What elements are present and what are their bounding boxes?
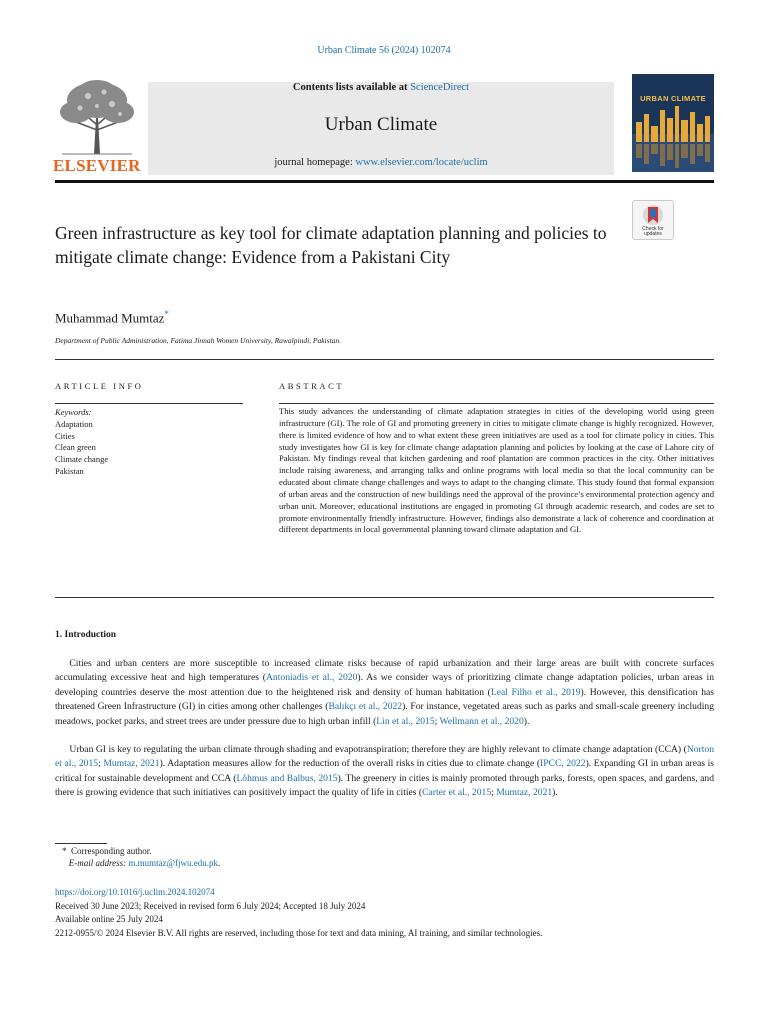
citation-link[interactable]: Lin et al., 2015	[376, 715, 435, 727]
article-title: Green infrastructure as key tool for climate adaptation planning and policies to mitigate climate change: Evidence from a Pakistani City	[55, 223, 607, 267]
citation-link[interactable]: Antoniadis et al., 2020	[266, 672, 358, 684]
intro-paragraph-2	[55, 743, 714, 801]
sciencedirect-link[interactable]: ScienceDirect	[410, 82, 470, 93]
received-dates: Received 30 June 2023; Received in revised form 6 July 2024; Accepted 18 July 2024	[55, 901, 366, 911]
journal-cover-image[interactable]	[632, 74, 714, 172]
abstract-heading: ABSTRACT	[279, 381, 345, 391]
text-run: ). For instance, vegetated areas such as parks and small-scale greenery including meadows, pocket parks, and street trees are under pressure due to high urban infill (	[55, 701, 714, 727]
bookmark-icon	[633, 201, 673, 229]
tree-icon	[52, 78, 142, 156]
text-run: ).	[552, 787, 558, 799]
text-run: ;	[434, 715, 440, 727]
keywords-heading: Keywords:	[55, 407, 92, 417]
author-line	[55, 309, 169, 326]
footnote-corresponding	[62, 846, 152, 856]
corresponding-author-mark[interactable]: *	[164, 309, 169, 319]
affiliation: Department of Public Administration, Fatima Jinnah Women University, Rawalpindi, Pakistan.	[55, 336, 342, 345]
text-run: ).	[523, 715, 530, 727]
citation-link[interactable]: IPCC, 2022	[540, 758, 586, 770]
citation-link[interactable]: Mumtaz, 2021	[496, 787, 553, 799]
header-divider	[55, 180, 714, 183]
keyword: Adaptation	[55, 418, 93, 429]
citation-link[interactable]: Mumtaz, 2021	[103, 758, 160, 770]
text-run: ;	[491, 787, 497, 799]
check-for-updates-badge[interactable]	[632, 200, 674, 240]
email-link[interactable]: m.mumtaz@fjwu.edu.pk	[128, 858, 218, 868]
text-run: ). Expanding GI in urban areas is critical for sustainable development and CCA (	[55, 758, 714, 784]
available-online: Available online 25 July 2024	[55, 914, 163, 924]
footnote-marker: *	[62, 846, 67, 856]
divider	[279, 403, 714, 404]
cover-title: URBAN CLIMATE	[640, 94, 706, 103]
divider	[55, 403, 243, 404]
section-heading-introduction: 1. Introduction	[55, 630, 117, 640]
email-label: E-mail address:	[68, 858, 127, 868]
citation-link[interactable]: Carter et al., 2015	[422, 787, 492, 799]
contents-prefix: Contents lists available at	[292, 82, 411, 93]
contents-line	[148, 82, 614, 93]
divider	[55, 359, 714, 360]
footnote-label: Corresponding author.	[71, 846, 152, 856]
citation-link[interactable]: Leal Filho et al., 2019	[490, 686, 581, 698]
abstract-text: This study advances the understanding of climate adaptation strategies in cities of the developing world using green infrastructure (GI). The role of GI and promoting greenery in cities to mitigate climate change is highly recognized. However, there is limited evidence of how and to what extent these green initiatives are used as a tool for climate policy in cities. This study investigates how GI is key for climate change adaptation planning and policies by looking at the case of Lahore city of Pakistan. My findings reveal that kitchen gardening and roof plantation are common practices in the city. Other initiatives include raising awareness, and arranging talks and online programs with local media so that the local community can be educated about climate change challenges and ways to adapt to the changing climate. This study found that formal expansion of urban areas and the construction of new buildings need the approval of the province’s environmental protection agency and urban unit. Moreover, educational institutions are engaged in promoting GI through academic research, and codes are set to promote environmentally friendly infrastructure. However, findings also demonstrate a lack of coherence and coordination at different departments in local governmental planning toward climate adaptation and GI.	[279, 406, 714, 535]
email-end: .	[217, 858, 221, 868]
journal-homepage-link[interactable]: www.elsevier.com/locate/uclim	[355, 157, 488, 168]
elsevier-wordmark: ELSEVIER	[53, 156, 141, 175]
text-run: ;	[98, 758, 104, 770]
intro-paragraph-1	[55, 657, 714, 729]
city-skyline-icon	[632, 74, 714, 172]
footnote-divider	[55, 843, 107, 844]
check-updates-label: Check for updates	[642, 226, 664, 237]
keyword: Pakistan	[55, 465, 84, 476]
article-info-heading: ARTICLE INFO	[55, 381, 144, 391]
doi-link[interactable]: https://doi.org/10.1016/j.uclim.2024.102074	[55, 887, 215, 897]
journal-citation[interactable]: Urban Climate 56 (2024) 102074	[317, 45, 451, 56]
journal-name: Urban Climate	[324, 114, 438, 135]
keyword: Clean green	[55, 442, 96, 453]
text-run: Urban GI is key to regulating the urban climate through shading and evapotranspiration; therefore they are highly relevant to climate change adaptation (CCA) (	[69, 744, 687, 755]
author-name: Muhammad Mumtaz	[55, 310, 165, 326]
citation-link[interactable]: Norton et al., 2015	[55, 744, 714, 770]
footnote-email	[62, 858, 220, 868]
text-run: ). However, this densification has threatened Green Infrastructure (GI) in cities among other challenges (	[55, 686, 714, 713]
homepage-prefix: journal homepage:	[274, 157, 356, 168]
citation-link[interactable]: Wellmann et al., 2020	[439, 715, 524, 727]
text-run: ). As we consider ways of prioritizing climate change adaptation policies, urban areas in developing countries deserve the most attention due to the heightened risk and density of human habitation (	[55, 672, 714, 698]
keyword: Cities	[55, 430, 75, 441]
copyright-notice: 2212-0955/© 2024 Elsevier B.V. All rights are reserved, including those for text and data mining, AI training, and similar technologies.	[55, 928, 543, 938]
text-run: ). The greenery in cities is mainly promoted through parks, forests, open spaces, and gardens, and there is growing evidence that such initiatives can positively impact the quality of life in cities (	[55, 772, 714, 799]
text-run: ). Adaptation measures allow for the reduction of the overall risks in cities due to climate change (	[159, 758, 541, 770]
divider	[55, 597, 714, 598]
homepage-line	[148, 157, 614, 168]
text-run: Cities and urban centers are more susceptible to increased climate risks because of rapid urbanization and their large areas are built with concrete surfaces accumulating excessive heat and high temperatures (	[55, 658, 714, 684]
citation-link[interactable]: Lõhmus and Balbus, 2015	[236, 772, 338, 784]
citation-link[interactable]: Balıkçı et al., 2022	[328, 701, 403, 713]
keywords-list	[55, 407, 108, 478]
keyword: Climate change	[55, 454, 109, 465]
